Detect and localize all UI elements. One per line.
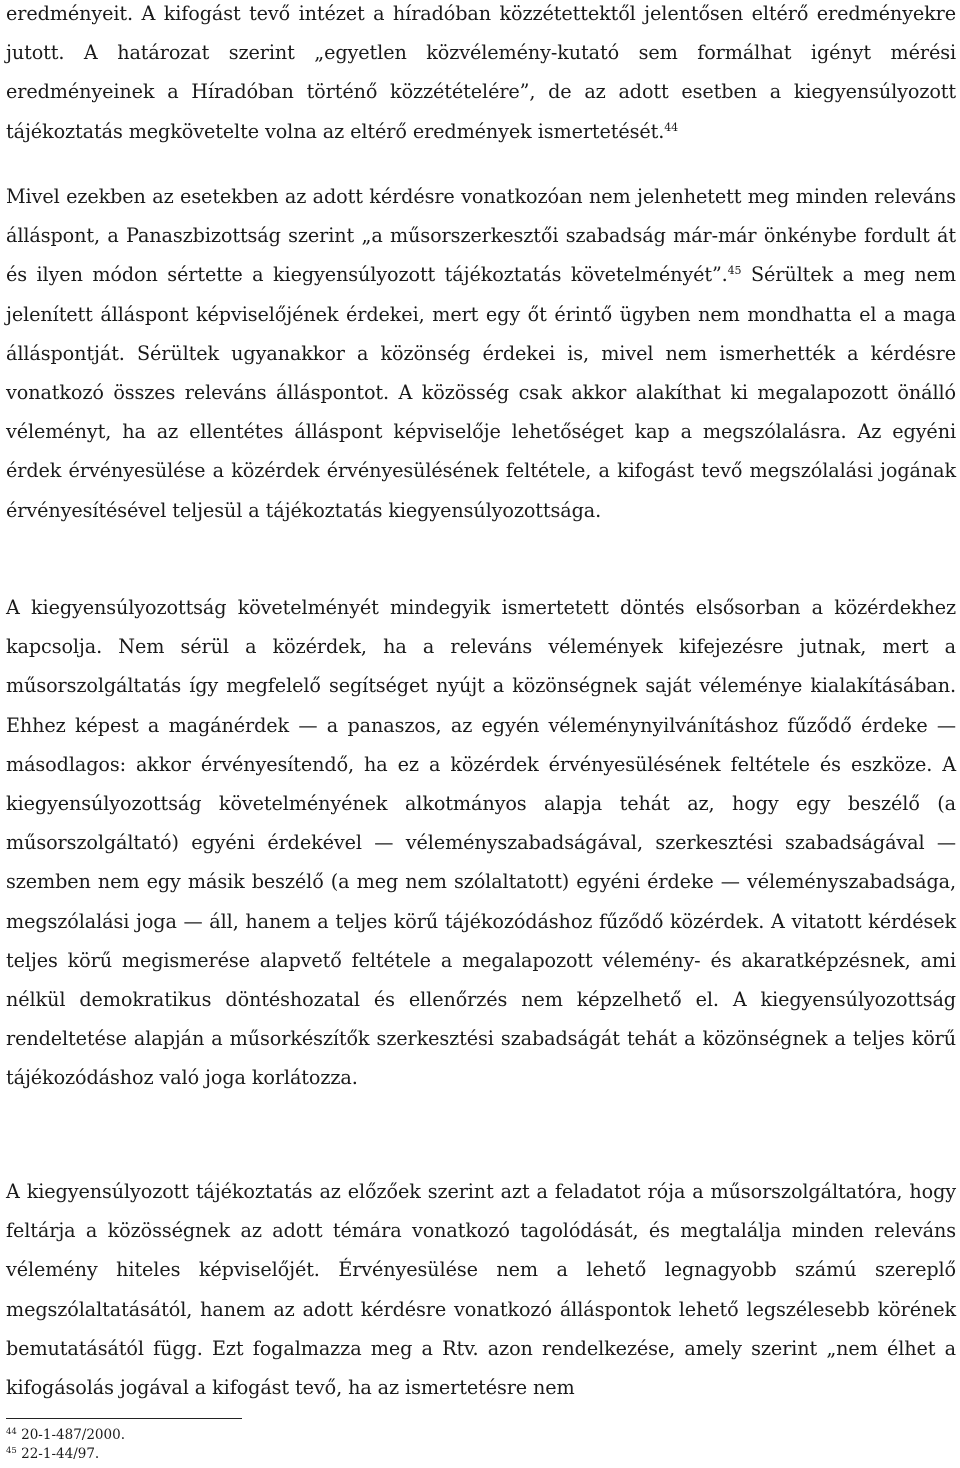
footnote-44: [6, 1426, 125, 1445]
footnote-text: 20-1-487/2000.: [21, 1427, 125, 1443]
footnote-45: [6, 1445, 125, 1464]
paragraph-4: [6, 1172, 956, 1407]
paragraph-3: [6, 588, 956, 1098]
footnote-number: 44: [6, 1427, 17, 1437]
footnote-text: 22-1-44/97.: [21, 1446, 100, 1462]
paragraph-text-continued: Sérültek a meg nem jelenített álláspont képviselőjének érdekei, mert egy őt érintő ügyben nem mondhatta el a maga álláspontját. Sérültek ugyanakkor a közönség érdekei is, mivel nem ismerhették a kérdésre vonatkozó összes releváns álláspontot. A közösség csak akkor alakíthat ki megalapozott önálló véleményt, ha az ellentétes álláspont képviselője lehetőséget kap a megszólalásra. Az egyéni érdek érvényesülése a közérdek érvényesülésének feltétele, a kifogást tevő megszólalási jogának érvényesítésével teljesül a tájékoztatás kiegyensúlyozottsága.: [6, 263, 956, 522]
footnotes: [6, 1426, 125, 1464]
paragraph-text: Mivel ezekben az esetekben az adott kérdésre vonatkozóan nem jelenhetett meg minden releváns álláspont, a Panaszbizottság szerint „a műsorszerkesztői szabadság már-már önkénybe fordult át és ilyen módon sértette a kiegyensúlyozott tájékoztatás követelményét”.: [6, 185, 956, 287]
footnote-reference-45[interactable]: 45: [727, 264, 742, 278]
paragraph-2: [6, 177, 956, 530]
paragraph-text: eredményeit. A kifogást tevő intézet a híradóban közzétettektől jelentősen eltérő eredményekre jutott. A határozat szerint „egyetlen közvélemény-kutató sem formálhat igényt mérési eredményeinek a Híradóban történő közzétételére”, de az adott esetben a kiegyensúlyozott tájékoztatás megkövetelte volna az eltérő eredmények ismertetését.: [6, 2, 956, 143]
footnote-number: 45: [6, 1446, 17, 1456]
footnote-reference-44[interactable]: 44: [664, 120, 679, 134]
paragraph-text: A kiegyensúlyozott tájékoztatás az előzőek szerint azt a feladatot rója a műsorszolgáltatóra, hogy feltárja a közösségnek az adott témára vonatkozó tagolódását, és megtalálja minden releváns vélemény hiteles képviselőjét. Érvényesülése nem a lehető legnagyobb számú szereplő megszólaltatásától, hanem az adott kérdésre vonatkozó álláspontok lehető legszélesebb körének bemutatásától függ. Ezt fogalmazza meg a Rtv. azon rendelkezése, amely szerint „nem élhet a kifogásolás jogával a kifogást tevő, ha az ismertetésre nem: [6, 1180, 956, 1400]
paragraph-text: A kiegyensúlyozottság követelményét mindegyik ismertetett döntés elsősorban a közérdekhez kapcsolja. Nem sérül a közérdek, ha a releváns vélemények kifejezésre jutnak, mert a műsorszolgáltatás így megfelelő segítséget nyújt a közönségnek saját véleménye kialakításában. Ehhez képest a magánérdek — a panaszos, az egyén véleménynyilvánításhoz fűződő érdeke — másodlagos: akkor érvényesítendő, ha ez a közérdek érvényesülésének feltétele és eszköze. A kiegyensúlyozottság követelményének alkotmányos alapja tehát az, hogy egy beszélő (a műsorszolgáltató) egyéni érdekével — véleményszabadságával, szerkesztési szabadságával — szemben nem egy másik beszélő (a meg nem szólaltatott) egyéni érdeke — véleményszabadsága, megszólalási joga — áll, hanem a teljes körű tájékozódáshoz fűződő közérdek. A vitatott kérdések teljes körű megismerése alapvető feltétele a megalapozott vélemény- és akaratképzésnek, ami nélkül demokratikus döntéshozatal és ellenőrzés nem képzelhető el. A kiegyensúlyozottság rendeltetése alapján a műsorkészítők szerkesztési szabadságát tehát a közönségnek a teljes körű tájékozódáshoz való joga korlátozza.: [6, 596, 956, 1090]
paragraph-1: [6, 0, 956, 151]
footnote-separator: [6, 1418, 242, 1419]
